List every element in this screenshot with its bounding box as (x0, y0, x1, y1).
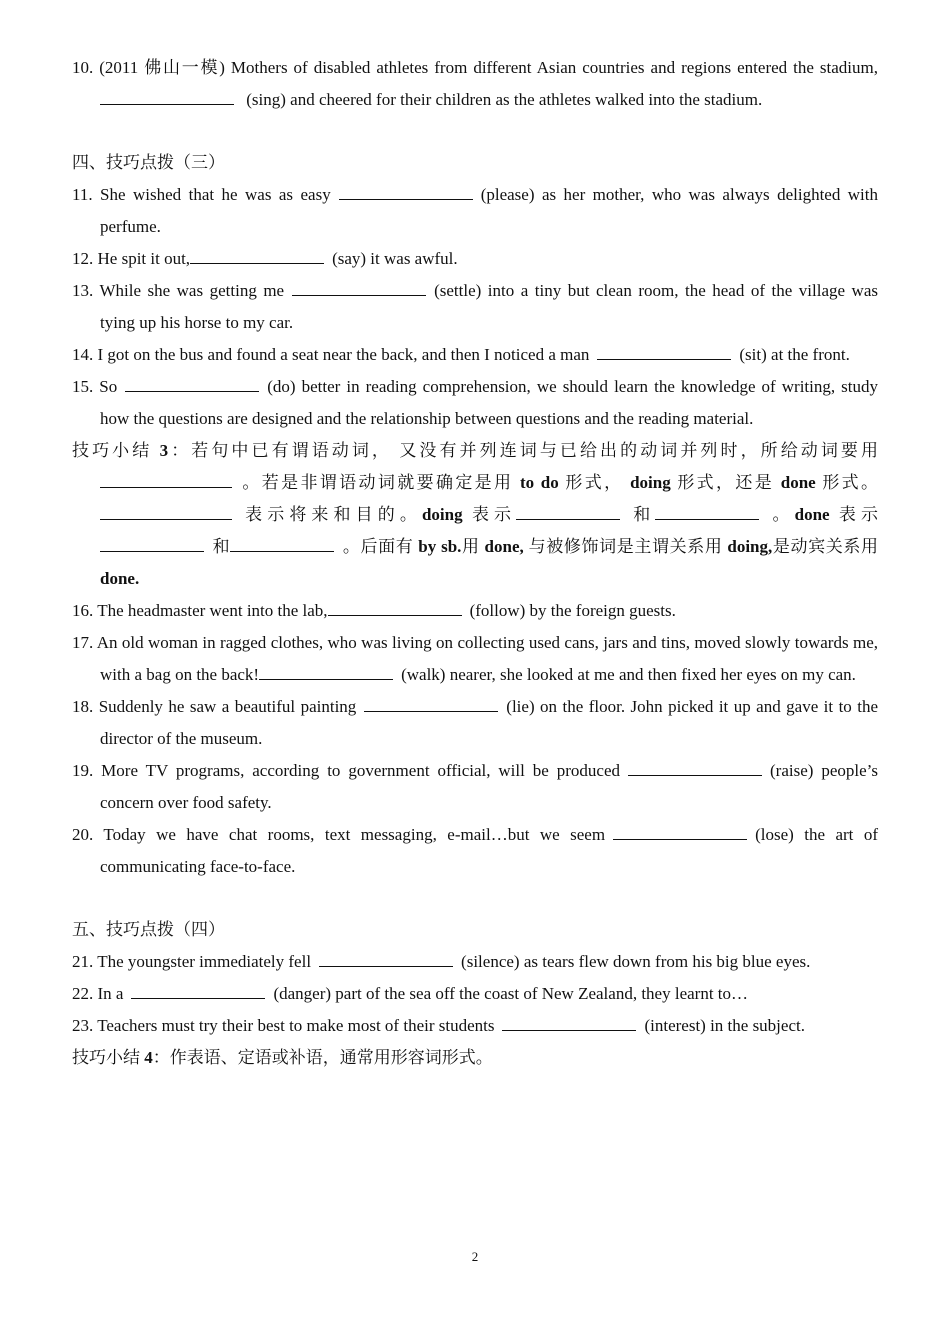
question-12-text-2: (say) it was awful. (332, 249, 458, 268)
tip-3-text: 。后面有 (342, 537, 419, 556)
question-12 (72, 243, 878, 275)
question-19-text-2: (raise) people’s concern over food safety. (100, 761, 878, 812)
tip-3-text: 形式。 (815, 473, 879, 492)
question-22-text-2: (danger) part of the sea off the coast of New Zealand, they learnt to… (273, 984, 749, 1003)
question-22-text: 22. In a (72, 984, 124, 1003)
answer-blank-22[interactable] (131, 997, 265, 999)
tip-4-text: ：作表语、定语或补语，通常用形容词形式。 (152, 1048, 493, 1067)
question-20-text-2: (lose) the art of communicating face-to-face. (100, 825, 878, 876)
tip-3-blank-3[interactable] (516, 518, 620, 520)
tip-3-keyword: done. (100, 569, 140, 588)
tip-4-number: 4 (144, 1048, 153, 1067)
question-11 (72, 179, 878, 243)
question-17 (72, 627, 878, 691)
question-16-text-2: (follow) by the foreign guests. (469, 601, 676, 620)
answer-blank-18[interactable] (364, 710, 498, 712)
tip-3-text: 是动宾关系用 (772, 537, 879, 556)
tip-3-keyword: doing (630, 473, 671, 492)
question-13-text-2: (settle) into a tiny but clean room, the head of the village was tying up his horse to my car. (100, 281, 879, 332)
question-21-text-2: (silence) as tears flew down from his big blue eyes. (461, 952, 811, 971)
question-15 (72, 371, 878, 435)
tip-3-text: 形式， (558, 473, 631, 492)
section-5-title: 五、技巧点拨（四） (72, 920, 225, 939)
tip-3-keyword: to do (520, 473, 559, 492)
page-number: 2 (471, 1249, 479, 1264)
answer-blank-16[interactable] (328, 614, 462, 616)
tip-3-text: 。 (767, 505, 795, 524)
question-12-text: 12. He spit it out, (72, 249, 191, 268)
tip-3-text: 表示 (829, 505, 879, 524)
question-18-text-2: (lie) on the floor. John picked it up and gave it to the director of the museum. (100, 697, 878, 748)
question-23 (72, 1010, 878, 1042)
question-23-text-2: (interest) in the subject. (644, 1016, 805, 1035)
tip-3-blank-6[interactable] (230, 550, 334, 552)
question-21-text: 21. The youngster immediately fell (72, 952, 312, 971)
tip-3-text: 。若是非谓语动词就要确定是用 (240, 473, 521, 492)
tip-3-keyword: doing, (727, 537, 773, 556)
question-13 (72, 275, 878, 339)
answer-blank-12[interactable] (190, 262, 324, 264)
tip-3-keyword: by sb. (418, 537, 462, 556)
question-20-text: 20. Today we have chat rooms, text messaging, e-mail…but we seem (72, 825, 606, 844)
question-18-text: 18. Suddenly he saw a beautiful painting (72, 697, 357, 716)
question-19-text: 19. More TV programs, according to government official, will be produced (72, 761, 620, 780)
question-17-text-2: (walk) nearer, she looked at me and then fixed her eyes on my can. (401, 665, 856, 684)
answer-blank-11[interactable] (339, 198, 473, 200)
question-14-text: 14. I got on the bus and found a seat near the back, and then I noticed a man (72, 345, 590, 364)
question-20 (72, 819, 878, 883)
tip-3-keyword: done (780, 473, 816, 492)
answer-blank-14[interactable] (597, 358, 731, 360)
answer-blank-10[interactable] (100, 103, 234, 105)
question-10 (72, 52, 878, 116)
answer-blank-20[interactable] (613, 838, 747, 840)
answer-blank-19[interactable] (628, 774, 762, 776)
page-content (72, 52, 878, 1074)
question-11-text: 11. She wished that he was as easy (72, 185, 331, 204)
answer-blank-17[interactable] (259, 678, 393, 680)
answer-blank-23[interactable] (502, 1029, 636, 1031)
answer-blank-21[interactable] (319, 965, 453, 967)
tip-3-blank-1[interactable] (100, 486, 232, 488)
question-13-text: 13. While she was getting me (72, 281, 285, 300)
question-14 (72, 339, 878, 371)
question-18 (72, 691, 878, 755)
answer-blank-13[interactable] (292, 294, 426, 296)
question-16 (72, 595, 878, 627)
tip-3-text: ：若句中已有谓语动词， 又没有并列连词与已给出的动词并列时，所给动词要用 (168, 441, 879, 460)
tip-3-text: 用 (461, 537, 485, 556)
tip-summary-4 (72, 1042, 878, 1074)
question-15-text-2: (do) better in reading comprehension, we should learn the knowledge of writing, study how the questions are designed and the relationship between questions and the reading material. (100, 377, 878, 428)
tip-3-text: 和 (212, 537, 231, 556)
tip-3-text: 和 (628, 505, 656, 524)
tip-3-label: 技巧小结 (72, 441, 160, 460)
tip-3-keyword: done, (484, 537, 524, 556)
tip-3-blank-2[interactable] (100, 518, 232, 520)
question-15-text: 15. So (72, 377, 118, 396)
question-21 (72, 946, 878, 978)
tip-3-keyword: done (794, 505, 830, 524)
question-17-text: 17. An old woman in ragged clothes, who was living on collecting used cans, jars and tins, moved slowly towards me, with a bag on the back! (72, 633, 878, 684)
question-22 (72, 978, 878, 1010)
section-4-title: 四、技巧点拨（三） (72, 153, 225, 172)
tip-3-keyword: doing (421, 505, 463, 524)
question-23-text: 23. Teachers must try their best to make most of their students (72, 1016, 495, 1035)
tip-3-blank-5[interactable] (100, 550, 204, 552)
tip-3-text: 表示将来和目的。 (240, 505, 422, 524)
question-14-text-2: (sit) at the front. (739, 345, 850, 364)
tip-3-text: 与被修饰词是主谓关系用 (523, 537, 728, 556)
tip-3-text: 表示 (462, 505, 517, 524)
question-10-text: 10. (2011 佛山一模) Mothers of disabled athletes from different Asian countries and regions entered the stadium, (72, 58, 878, 77)
tip-4-label: 技巧小结 (72, 1048, 145, 1067)
question-16-text: 16. The headmaster went into the lab, (72, 601, 328, 620)
question-10-text-2: (sing) and cheered for their children as the athletes walked into the stadium. (242, 90, 763, 109)
question-19 (72, 755, 878, 819)
tip-summary-3 (72, 435, 878, 595)
tip-3-number: 3 (159, 441, 169, 460)
tip-3-blank-4[interactable] (655, 518, 759, 520)
tip-3-text: 形式，还是 (670, 473, 781, 492)
answer-blank-15[interactable] (125, 390, 259, 392)
question-11-text-2: (please) as her mother, who was always delighted with perfume. (100, 185, 879, 236)
